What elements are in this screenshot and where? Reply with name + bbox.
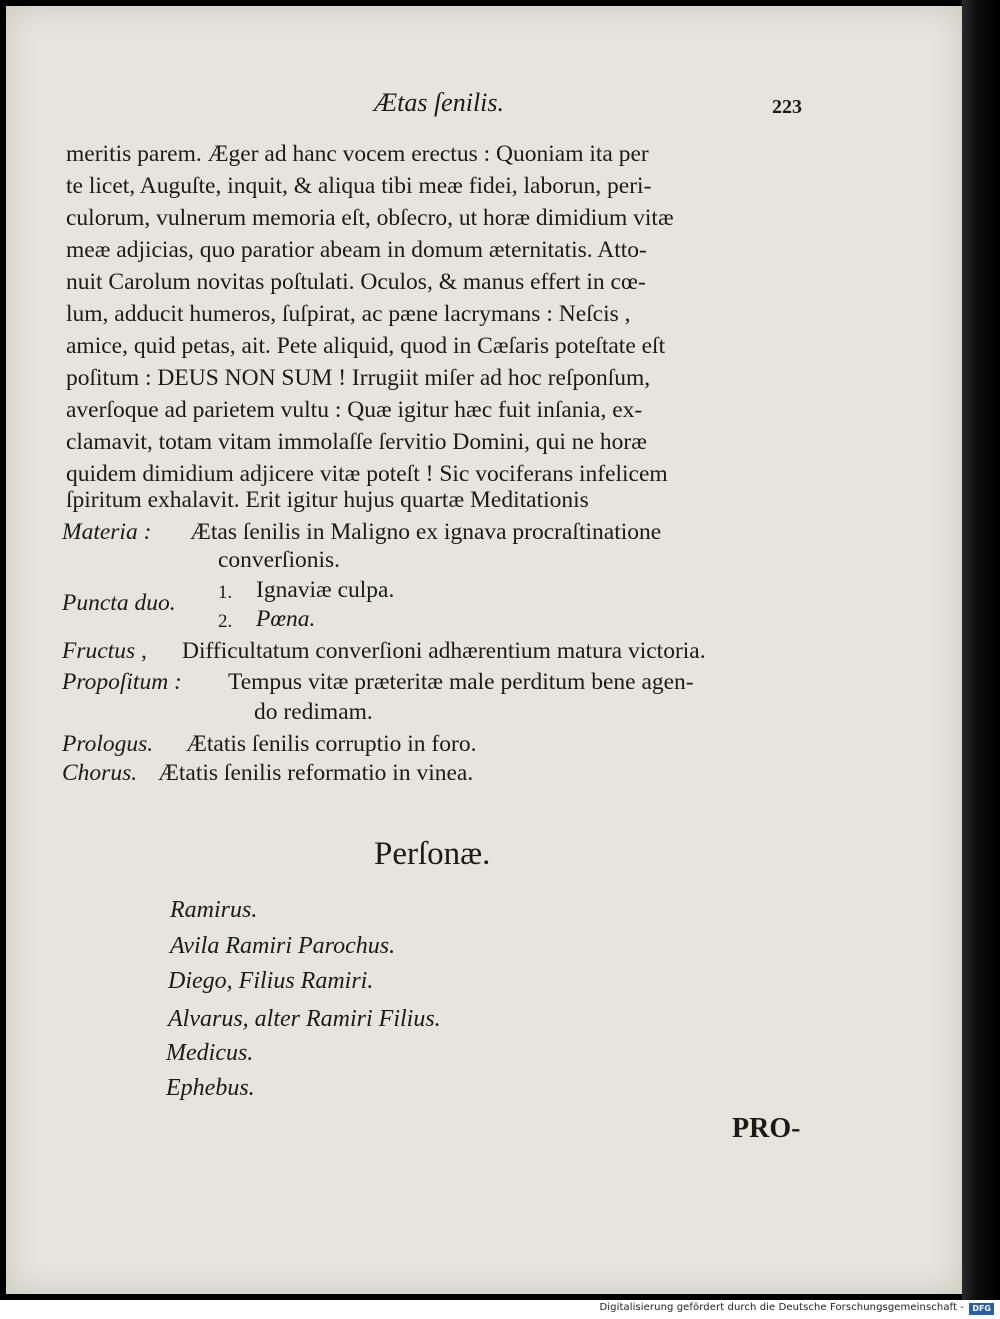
persona-1: Ramirus. bbox=[170, 897, 258, 923]
puncta-label: Puncta duo. bbox=[62, 590, 176, 616]
materia-label: Materia : bbox=[62, 519, 152, 545]
text-line-6: lum, adducit humeros, ſuſpirat, ac pæne lacrymans : Neſcis , bbox=[66, 301, 631, 327]
personae-heading: Perſonæ. bbox=[374, 836, 491, 872]
text-line-12: ſpiritum exhalavit. Erit igitur hujus quartæ Meditationis bbox=[66, 487, 589, 513]
fructus-text: Difficultatum converſioni adhærentium matura victoria. bbox=[182, 638, 706, 664]
persona-5: Medicus. bbox=[166, 1040, 254, 1066]
catchword: PRO- bbox=[732, 1113, 801, 1144]
running-head: Ætas ſenilis. bbox=[374, 88, 505, 117]
persona-6: Ephebus. bbox=[166, 1075, 255, 1101]
chorus-text: Ætatis ſenilis reformatio in vinea. bbox=[158, 760, 474, 786]
persona-4: Alvarus, alter Ramiri Filius. bbox=[168, 1006, 441, 1032]
text-line-2: te licet, Auguſte, inquit, & aliqua tibi meæ fidei, laborun, peri- bbox=[66, 173, 652, 199]
prologus-label: Prologus. bbox=[62, 731, 154, 757]
materia-text-1: Ætas ſenilis in Maligno ex ignava procraſtinatione bbox=[190, 519, 662, 545]
persona-2: Avila Ramiri Parochus. bbox=[170, 933, 396, 959]
materia-text-2: converſionis. bbox=[218, 547, 341, 573]
text-line-3: culorum, vulnerum memoria eſt, obſecro, ut horæ dimidium vitæ bbox=[66, 205, 674, 231]
text-line-8: poſitum : DEUS NON SUM ! Irrugiit miſer ad hoc reſponſum, bbox=[66, 365, 651, 391]
text-line-9: averſoque ad parietem vultu : Quæ igitur hæc fuit inſania, ex- bbox=[66, 397, 643, 423]
prologus-text: Ætatis ſenilis corruptio in foro. bbox=[186, 731, 477, 757]
text-line-1: meritis parem. Æger ad hanc vocem erectus : Quoniam ita per bbox=[66, 141, 649, 167]
punctum-2-number: 2. bbox=[218, 611, 233, 632]
page-edge-shadow bbox=[962, 0, 1000, 1300]
dfg-logo: DFG bbox=[969, 1303, 994, 1315]
text-line-4: meæ adjicias, quo paratior abeam in domum æternitatis. Atto- bbox=[66, 237, 647, 263]
page-number: 223 bbox=[772, 96, 802, 118]
punctum-1-number: 1. bbox=[218, 582, 233, 603]
text-line-5: nuit Carolum novitas poſtulati. Oculos, & manus effert in cœ- bbox=[66, 269, 646, 295]
persona-3: Diego, Filius Ramiri. bbox=[168, 968, 374, 994]
text-line-11: quidem dimidium adjicere vitæ poteſt ! Sic vociferans infelicem bbox=[66, 461, 668, 487]
propositum-label: Propoſitum : bbox=[62, 669, 182, 695]
text-line-7: amice, quid petas, ait. Pete aliquid, quod in Cæſaris poteſtate eſt bbox=[66, 333, 666, 359]
chorus-label: Chorus. bbox=[62, 760, 138, 786]
propositum-text-1: Tempus vitæ præteritæ male perditum bene agen- bbox=[228, 669, 694, 695]
footer-credit: Digitalisierung gefördert durch die Deutsche Forschungsgemeinschaft - bbox=[599, 1302, 964, 1313]
punctum-2-text: Pœna. bbox=[256, 606, 316, 632]
text-line-10: clamavit, totam vitam immolaſſe ſervitio Domini, qui ne horæ bbox=[66, 429, 647, 455]
fructus-label: Fructus , bbox=[62, 638, 147, 664]
propositum-text-2: do redimam. bbox=[254, 699, 373, 725]
punctum-1-text: Ignaviæ culpa. bbox=[256, 577, 395, 603]
